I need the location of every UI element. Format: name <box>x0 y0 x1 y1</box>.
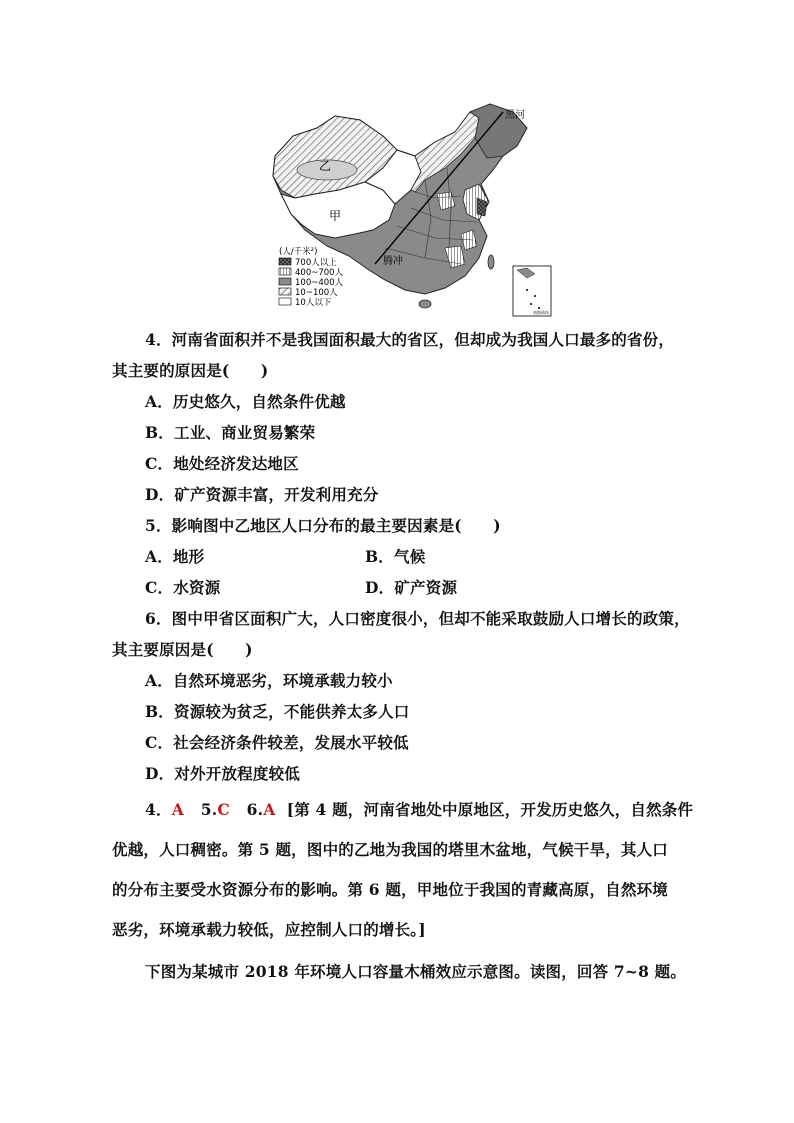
inset-label: 南海诸岛 <box>533 310 549 315</box>
legend-item-2: 400~700人 <box>295 268 344 278</box>
next-question-intro: 下图为某城市 2018 年环境人口容量木桶效应示意图。读图，回答 7~8 题。 <box>145 962 687 981</box>
legend-item-5: 10人以下 <box>295 298 332 308</box>
answer-line1 <box>145 800 693 820</box>
q5-option-d: D．矿产资源 <box>365 578 458 597</box>
answer-num-6: 6. <box>246 800 264 819</box>
q6-option-d: D．对外开放程度较低 <box>145 764 300 783</box>
legend-item-1: 700人以上 <box>295 258 337 268</box>
q5-option-c: C．水资源 <box>145 578 221 597</box>
explanation-line4: 恶劣，环境承载力较低，应控制人口的增长。] <box>112 920 426 939</box>
explanation-line3: 的分布主要受水资源分布的影响。第 6 题，甲地位于我国的青藏高原，自然环境 <box>112 880 668 899</box>
q4-stem-line1: 4．河南省面积并不是我国面积最大的省区，但却成为我国人口最多的省份， <box>145 330 675 349</box>
q4-stem-line2: 其主要的原因是( ) <box>112 361 269 380</box>
q4-option-a: A．历史悠久，自然条件优越 <box>145 392 346 411</box>
q4-option-c: C．地处经济发达地区 <box>145 454 299 473</box>
q5-stem: 5．影响图中乙地区人口分布的最主要因素是( ) <box>145 516 501 535</box>
answer-num-4: 4． <box>145 800 172 819</box>
answer-4: A <box>171 800 184 819</box>
south-china-sea-inset <box>513 266 551 316</box>
q4-option-d: D．矿产资源丰富，开发利用充分 <box>145 485 379 504</box>
china-population-density-map <box>265 98 557 320</box>
label-jia: 甲 <box>329 209 342 223</box>
legend-item-4: 10~100人 <box>295 288 338 298</box>
label-tengchong: 腾冲 <box>383 256 403 267</box>
explanation-line2: 优越，人口稠密。第 5 题，图中的乙地为我国的塔里木盆地，气候干旱，其人口 <box>112 840 668 859</box>
q4-option-b: B．工业、商业贸易繁荣 <box>145 423 316 442</box>
q6-option-a: A．自然环境恶劣，环境承载力较小 <box>145 671 393 690</box>
legend-unit: (人/千米²) <box>279 247 318 257</box>
answer-5: C <box>217 800 230 819</box>
answer-6: A <box>263 800 276 819</box>
label-heihe: 黑河 <box>505 110 525 121</box>
legend-item-3: 100~400人 <box>295 278 344 288</box>
answer-num-5: 5. <box>200 800 218 819</box>
q6-option-c: C．社会经济条件较差，发展水平较低 <box>145 733 409 752</box>
label-yi: 乙 <box>319 159 332 173</box>
q6-stem-line1: 6．图中甲省区面积广大，人口密度很小，但却不能采取鼓励人口增长的政策， <box>145 609 690 628</box>
q6-stem-line2: 其主要原因是( ) <box>112 640 253 659</box>
q6-option-b: B．资源较为贫乏，不能供养太多人口 <box>145 702 410 721</box>
q5-option-b: B．气候 <box>365 547 426 566</box>
explanation-line1: [第 4 题，河南省地处中原地区，开发历史悠久，自然条件 <box>286 800 694 819</box>
map-legend <box>279 246 344 308</box>
q5-option-a: A．地形 <box>145 547 205 566</box>
